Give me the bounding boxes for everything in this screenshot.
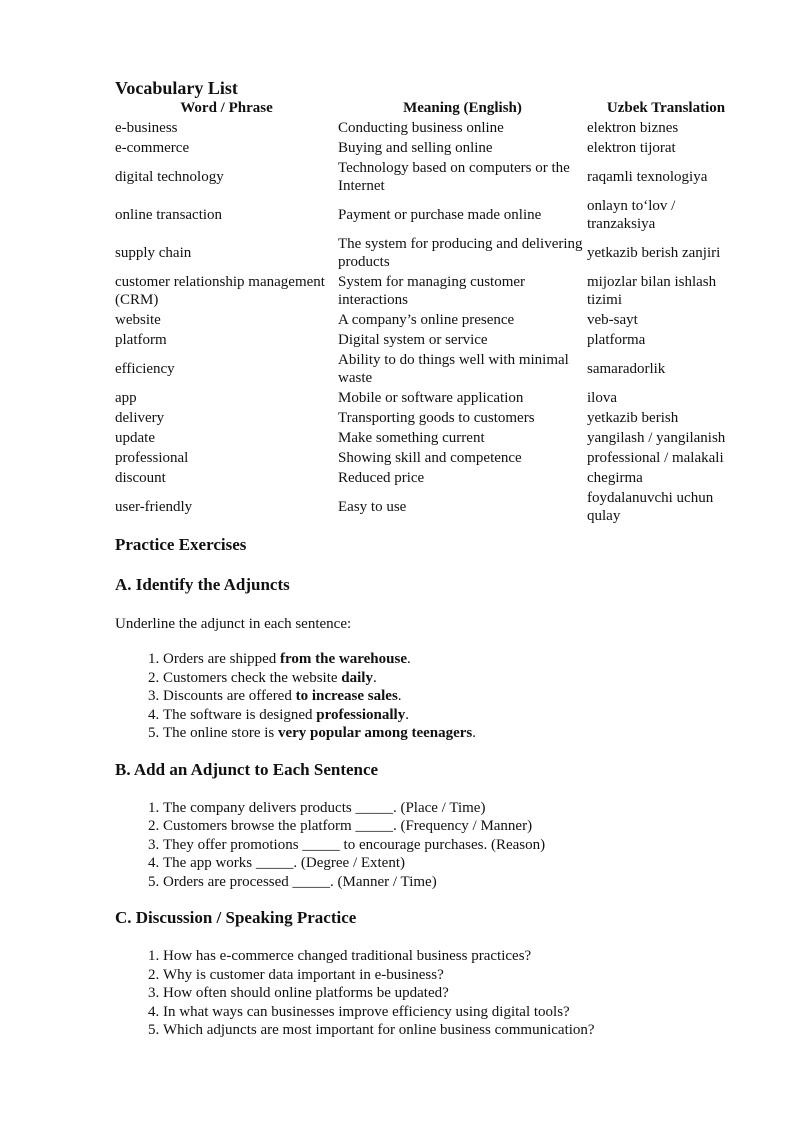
- uzbek-cell: raqamli texnologiya: [587, 169, 708, 185]
- list-item: 3. Discounts are offered to increase sales.: [163, 687, 755, 706]
- uzbek-cell: platforma: [587, 332, 646, 348]
- meaning-cell: The system for producing and delivering products: [338, 236, 583, 270]
- meaning-cell: Conducting business online: [338, 120, 504, 136]
- document-page: [115, 78, 755, 1040]
- table-row: [115, 488, 745, 526]
- uzbek-cell: professional / malakali: [587, 450, 724, 466]
- uzbek-cell: yetkazib berish zanjiri: [587, 245, 721, 261]
- table-row: [115, 310, 745, 330]
- list-item: 1. The company delivers products _____. (Place / Time): [163, 799, 755, 818]
- meaning-cell: Mobile or software application: [338, 390, 524, 406]
- table-row: [115, 448, 745, 468]
- practice-title: Practice Exercises: [115, 535, 247, 554]
- table-row: [115, 330, 745, 350]
- adjunct-bold: daily: [341, 669, 373, 686]
- uzbek-cell: veb-sayt: [587, 312, 638, 328]
- table-row: [115, 138, 745, 158]
- list-item: 1. Orders are shipped from the warehouse.: [163, 650, 755, 669]
- section-b-heading: B. Add an Adjunct to Each Sentence: [115, 759, 379, 779]
- list-item: 4. The software is designed professionally.: [163, 706, 755, 725]
- meaning-cell: Technology based on computers or the Internet: [338, 160, 570, 194]
- vocabulary-title: Vocabulary List: [115, 78, 238, 98]
- word-cell: online transaction: [115, 207, 223, 223]
- section-c-list: [115, 947, 755, 1040]
- header-uzbek: Uzbek Translation: [606, 100, 726, 116]
- table-row: [115, 408, 745, 428]
- word-cell: delivery: [115, 410, 165, 426]
- list-item: 3. They offer promotions _____ to encourage purchases. (Reason): [163, 836, 755, 855]
- meaning-cell: Reduced price: [338, 470, 425, 486]
- vocabulary-table: [115, 98, 745, 526]
- header-word: Word / Phrase: [180, 100, 273, 116]
- meaning-cell: A company’s online presence: [338, 312, 515, 328]
- meaning-cell: Make something current: [338, 430, 485, 446]
- list-item: 3. How often should online platforms be updated?: [163, 984, 755, 1003]
- uzbek-cell: yangilash / yangilanish: [587, 430, 726, 446]
- meaning-cell: Transporting goods to customers: [338, 410, 535, 426]
- list-item: 5. The online store is very popular among teenagers.: [163, 724, 755, 743]
- section-a-heading: A. Identify the Adjuncts: [115, 575, 290, 594]
- meaning-cell: Ability to do things well with minimal waste: [338, 352, 569, 386]
- list-item: 1. How has e-commerce changed traditional business practices?: [163, 947, 755, 966]
- word-cell: website: [115, 312, 161, 328]
- uzbek-cell: mijozlar bilan ishlash tizimi: [587, 274, 717, 308]
- section-b-list: [115, 799, 755, 892]
- adjunct-bold: from the warehouse: [280, 651, 407, 667]
- uzbek-cell: elektron biznes: [587, 120, 679, 136]
- section-c-heading: C. Discussion / Speaking Practice: [115, 908, 357, 927]
- adjunct-bold: to increase sales: [295, 688, 398, 704]
- list-item: 4. In what ways can businesses improve efficiency using digital tools?: [163, 1003, 755, 1022]
- uzbek-cell: chegirma: [587, 470, 643, 486]
- meaning-cell: Digital system or service: [338, 332, 488, 348]
- adjunct-bold: professionally: [316, 706, 406, 723]
- adjunct-bold: very popular among teenagers: [277, 725, 473, 741]
- meaning-cell: Buying and selling online: [338, 140, 493, 156]
- uzbek-cell: yetkazib berish: [587, 410, 679, 426]
- vocabulary-header-row: [115, 98, 745, 118]
- section-a-list: [115, 650, 755, 743]
- uzbek-cell: elektron tijorat: [587, 140, 676, 156]
- word-cell: efficiency: [115, 361, 175, 377]
- list-item: 2. Customers browse the platform _____. (Frequency / Manner): [163, 817, 755, 836]
- list-item: 5. Orders are processed _____. (Manner / Time): [163, 873, 755, 892]
- table-row: [115, 118, 745, 138]
- word-cell: professional: [115, 450, 189, 466]
- meaning-cell: Showing skill and competence: [338, 450, 522, 466]
- word-cell: update: [115, 430, 155, 446]
- uzbek-cell: onlayn to‘lov / tranzaksiya: [587, 198, 676, 232]
- table-row: [115, 158, 745, 196]
- header-meaning: Meaning (English): [403, 100, 522, 116]
- word-cell: e-commerce: [115, 140, 190, 156]
- word-cell: app: [115, 390, 137, 406]
- word-cell: digital technology: [115, 169, 224, 185]
- uzbek-cell: ilova: [587, 390, 617, 406]
- section-a-instruction: Underline the adjunct in each sentence:: [115, 616, 352, 632]
- list-item: 4. The app works _____. (Degree / Extent): [163, 854, 755, 873]
- word-cell: user-friendly: [115, 499, 193, 515]
- table-row: [115, 234, 745, 272]
- meaning-cell: System for managing customer interactions: [338, 274, 526, 308]
- table-row: [115, 468, 745, 488]
- uzbek-cell: samaradorlik: [587, 361, 666, 377]
- list-item: 5. Which adjuncts are most important for online business communication?: [163, 1021, 755, 1040]
- uzbek-cell: foydalanuvchi uchun qulay: [587, 490, 714, 524]
- list-item: 2. Why is customer data important in e-business?: [163, 966, 755, 985]
- vocabulary-body: [115, 118, 745, 526]
- table-row: [115, 428, 745, 448]
- meaning-cell: Payment or purchase made online: [338, 207, 542, 223]
- word-cell: supply chain: [115, 245, 192, 261]
- word-cell: e-business: [115, 120, 178, 136]
- meaning-cell: Easy to use: [338, 499, 407, 515]
- table-row: [115, 350, 745, 388]
- table-row: [115, 388, 745, 408]
- list-item: 2. Customers check the website daily.: [163, 669, 755, 688]
- word-cell: discount: [115, 470, 166, 486]
- table-row: [115, 196, 745, 234]
- table-row: [115, 272, 745, 310]
- word-cell: platform: [115, 332, 167, 348]
- word-cell: customer relationship management (CRM): [115, 274, 325, 308]
